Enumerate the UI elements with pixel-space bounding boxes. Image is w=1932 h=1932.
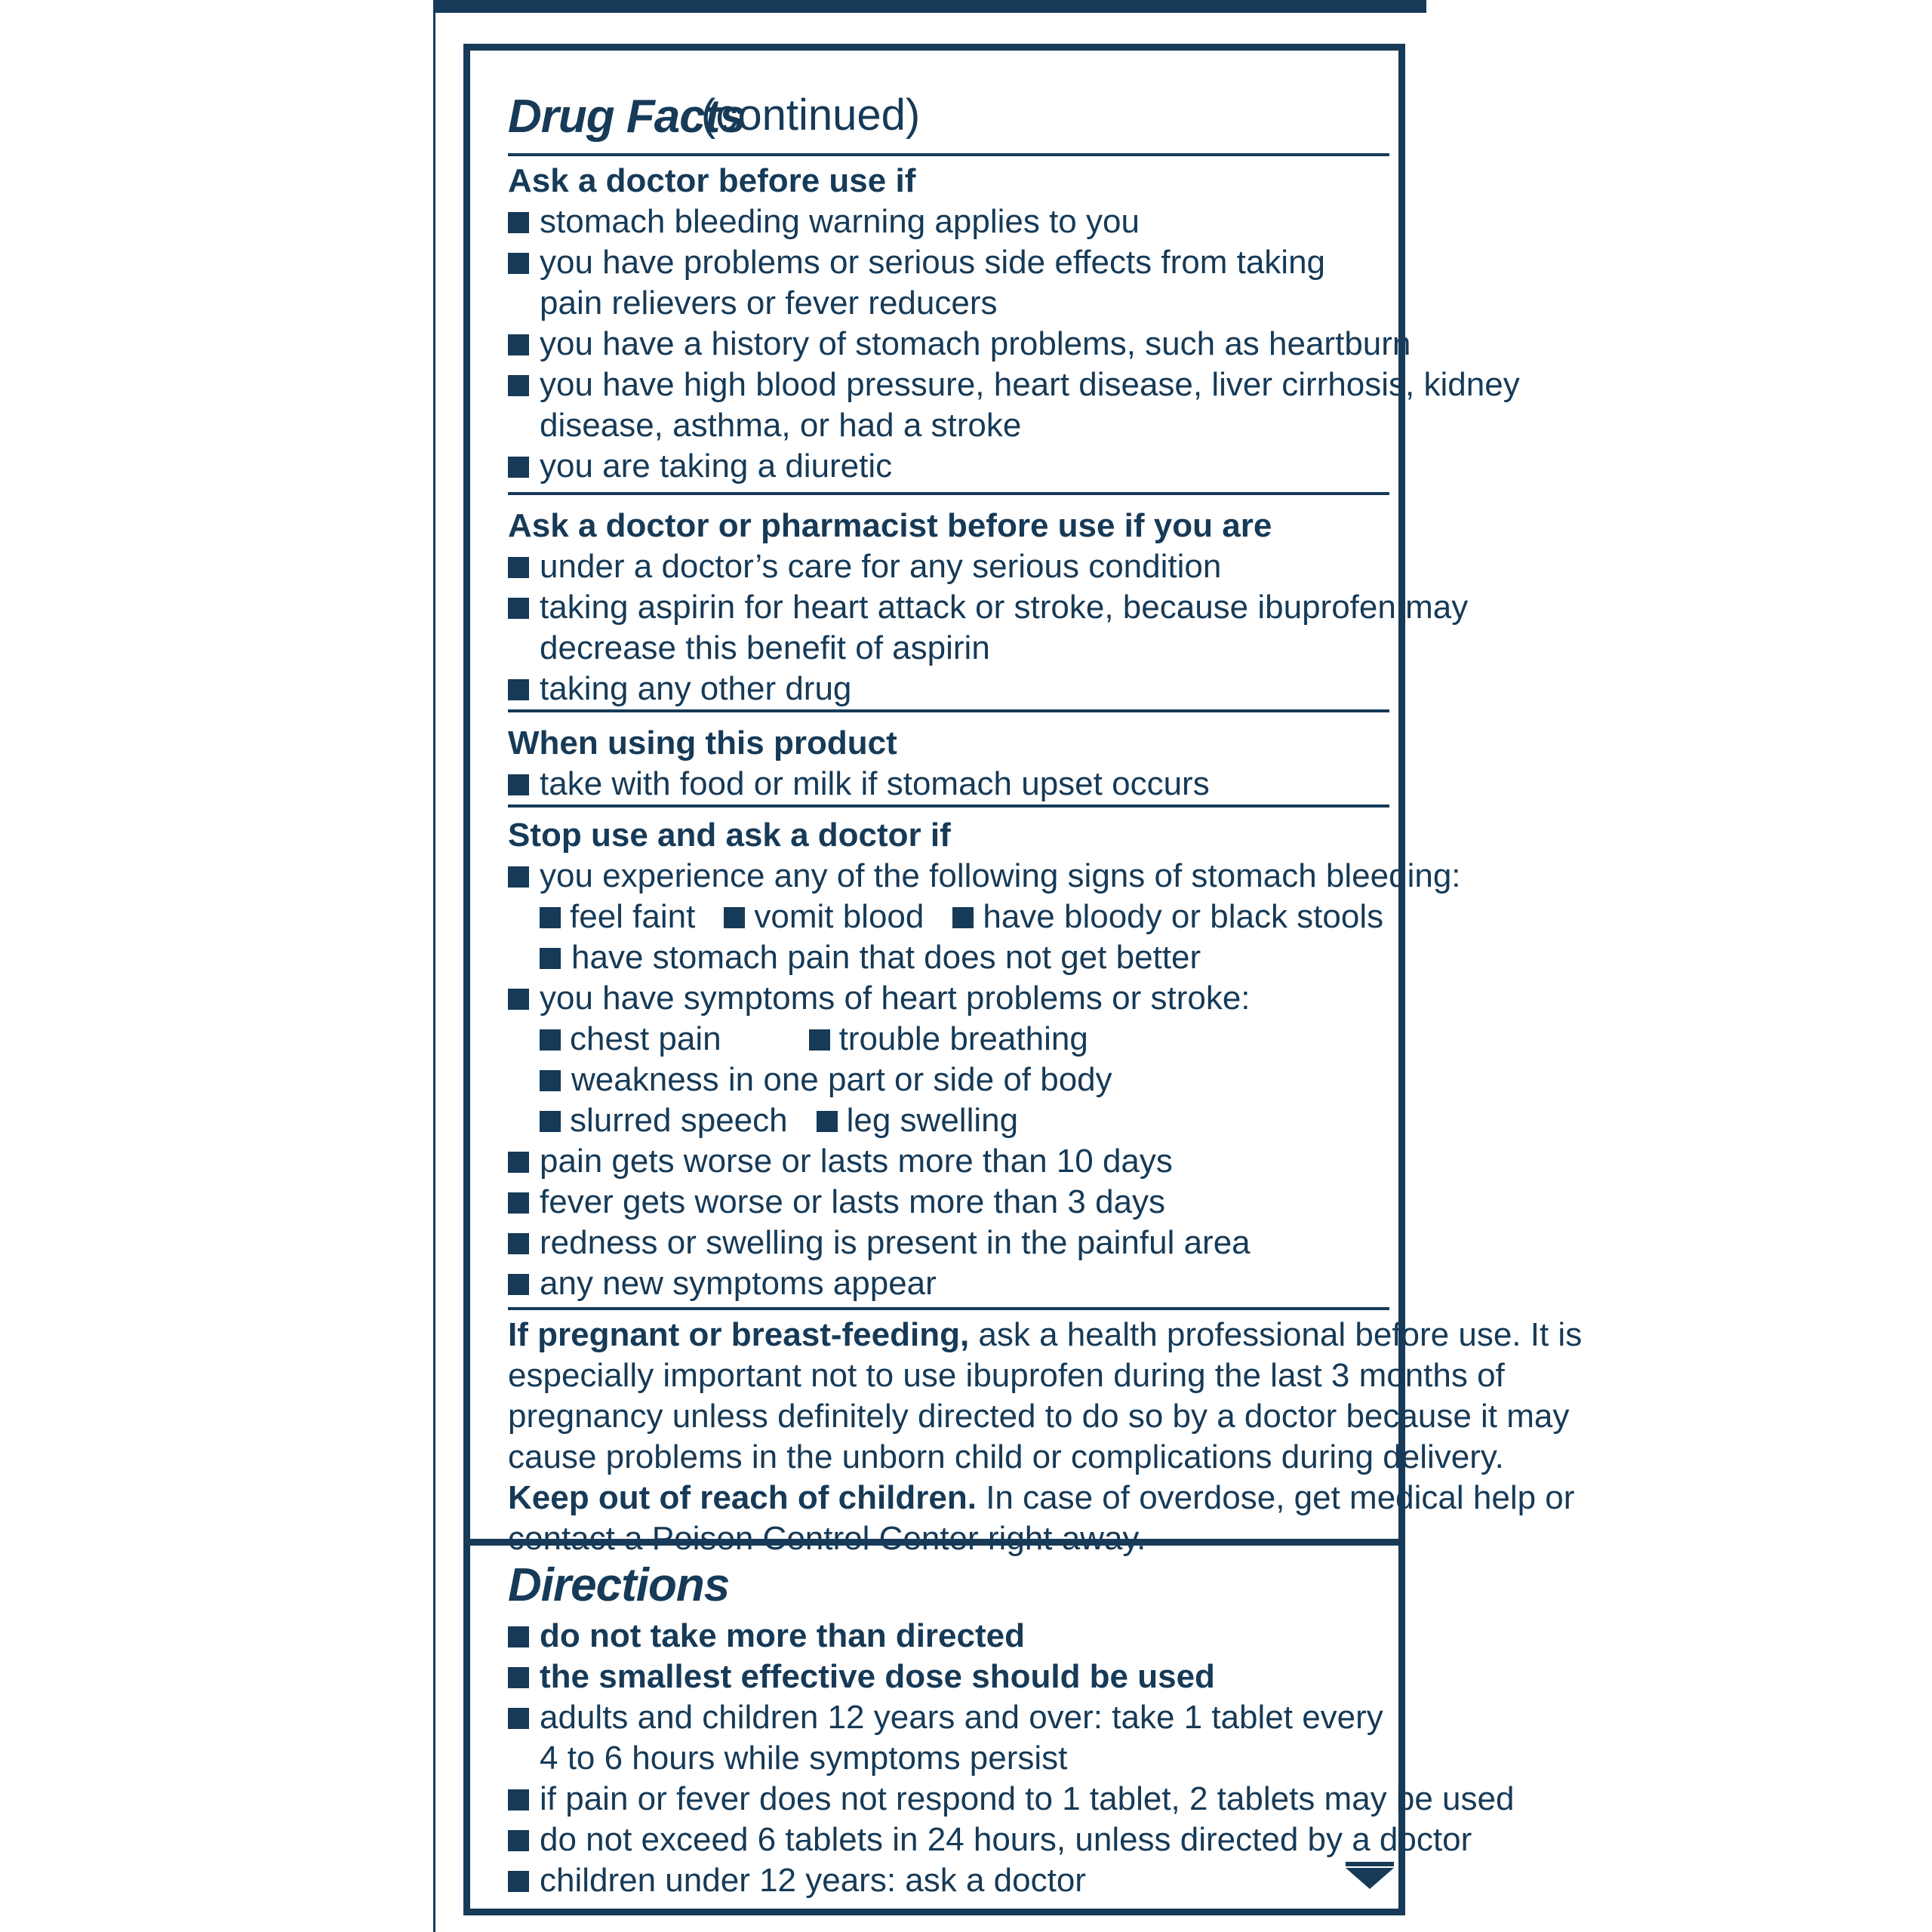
list-item: weakness in one part or side of body — [508, 1060, 1389, 1100]
pregnancy-and-children-section — [508, 1310, 1583, 1559]
square-bullet-icon — [508, 1830, 529, 1851]
square-bullet-icon — [508, 679, 529, 700]
square-bullet-icon — [508, 457, 529, 478]
list-item: chest pain — [540, 1019, 721, 1060]
list-item: stomach bleeding warning applies to you — [508, 202, 1389, 242]
list-item: the smallest effective dose should be used — [508, 1657, 1389, 1697]
square-bullet-icon — [508, 1626, 529, 1647]
list-item: you have high blood pressure, heart disease, liver cirrhosis, kidney — [508, 365, 1389, 405]
square-bullet-icon — [508, 989, 529, 1010]
list-item: do not exceed 6 tablets in 24 hours, unless directed by a doctor — [508, 1820, 1389, 1860]
square-bullet-icon — [540, 1070, 561, 1091]
square-bullet-icon — [508, 1192, 529, 1214]
continue-bar — [1346, 1862, 1394, 1866]
pregnancy-lead: If pregnant or breast-feeding, — [508, 1316, 970, 1353]
top-bar — [433, 0, 1426, 13]
square-bullet-icon — [508, 375, 529, 396]
stop-use-heading: Stop use and ask a doctor if — [508, 817, 951, 854]
list-item: have stomach pain that does not get better — [508, 937, 1389, 978]
when-using-heading: When using this product — [508, 724, 897, 761]
section-divider — [470, 1539, 1398, 1546]
square-bullet-icon — [540, 948, 561, 969]
square-bullet-icon — [508, 212, 529, 233]
list-item: do not take more than directed — [508, 1616, 1389, 1657]
keep-out-lead: Keep out of reach of children. — [508, 1479, 977, 1516]
square-bullet-icon — [952, 907, 974, 928]
square-bullet-icon — [508, 557, 529, 578]
directions-title: Directions — [508, 1559, 730, 1611]
square-bullet-icon — [540, 1029, 561, 1051]
square-bullet-icon — [508, 774, 529, 795]
list-item: feel faint — [540, 897, 695, 937]
list-item: under a doctor’s care for any serious condition — [508, 546, 1389, 587]
ask-doctor-heading: Ask a doctor before use if — [508, 162, 916, 199]
square-bullet-icon — [508, 1233, 529, 1254]
drug-facts-title — [508, 73, 1389, 156]
keep-out-line-1: Keep out of reach of children. In case of overdose, get medical help or — [508, 1479, 1575, 1516]
square-bullet-icon — [508, 1152, 529, 1173]
list-item: take with food or milk if stomach upset occurs — [508, 764, 1389, 804]
pregnancy-line-2: especially important not to use ibuprofen during the last 3 months of — [508, 1357, 1505, 1394]
pregnancy-line-3: pregnancy unless definitely directed to do so by a doctor because it may — [508, 1398, 1570, 1435]
square-bullet-icon — [508, 334, 529, 355]
list-item: vomit blood — [724, 897, 924, 937]
square-bullet-icon — [540, 1111, 561, 1132]
when-using-section — [508, 712, 1389, 808]
title-main: Drug Facts — [508, 91, 745, 143]
list-item: if pain or fever does not respond to 1 tablet, 2 tablets may be used — [508, 1779, 1389, 1820]
left-edge-line — [433, 0, 435, 1932]
square-bullet-icon — [817, 1111, 838, 1132]
heart-signs-row-3 — [508, 1100, 1389, 1141]
list-item: you experience any of the following signs of stomach bleeding: — [508, 856, 1389, 897]
list-item: you have symptoms of heart problems or stroke: — [508, 978, 1389, 1019]
square-bullet-icon — [540, 907, 561, 928]
square-bullet-icon — [508, 1871, 529, 1892]
square-bullet-icon — [508, 598, 529, 619]
list-item: leg swelling — [817, 1100, 1018, 1141]
square-bullet-icon — [508, 253, 529, 274]
square-bullet-icon — [508, 1667, 529, 1688]
list-item: any new symptoms appear — [508, 1263, 1389, 1304]
list-item: slurred speech — [540, 1100, 788, 1141]
drug-facts-section — [508, 73, 1583, 1559]
list-item: you are taking a diuretic — [508, 446, 1389, 487]
list-item: fever gets worse or lasts more than 3 days — [508, 1182, 1389, 1223]
square-bullet-icon — [508, 1274, 529, 1295]
title-suffix: (continued) — [701, 91, 921, 140]
list-item: have bloody or black stools — [952, 897, 1383, 937]
directions-section — [508, 1552, 1515, 1901]
pregnancy-line-4: cause problems in the unborn child or complications during delivery. — [508, 1438, 1504, 1475]
list-item: pain gets worse or lasts more than 10 days — [508, 1141, 1389, 1182]
pregnancy-line-1: If pregnant or breast-feeding, ask a health professional before use. It is — [508, 1316, 1583, 1353]
list-item: redness or swelling is present in the painful area — [508, 1223, 1389, 1263]
bleeding-signs-row — [508, 897, 1389, 937]
stop-use-section — [508, 808, 1461, 1310]
square-bullet-icon — [508, 1708, 529, 1729]
list-item: you have a history of stomach problems, such as heartburn — [508, 324, 1389, 365]
ask-doctor-section — [508, 156, 1520, 495]
ask-pharmacist-heading: Ask a doctor or pharmacist before use if you are — [508, 507, 1272, 544]
down-arrow-icon — [1346, 1868, 1394, 1889]
drug-facts-panel — [463, 44, 1583, 1915]
heart-signs-row-1 — [508, 1019, 1389, 1060]
list-item-continued: disease, asthma, or had a stroke — [540, 407, 1022, 444]
list-item: you have problems or serious side effects from taking — [508, 242, 1389, 283]
list-item: taking any other drug — [508, 669, 1389, 709]
square-bullet-icon — [508, 866, 529, 888]
list-item: adults and children 12 years and over: take 1 tablet every — [508, 1697, 1389, 1738]
square-bullet-icon — [724, 907, 745, 928]
list-item-continued: 4 to 6 hours while symptoms persist — [540, 1740, 1068, 1777]
list-item: trouble breathing — [809, 1019, 1088, 1060]
list-item-continued: decrease this benefit of aspirin — [540, 629, 990, 666]
list-item: taking aspirin for heart attack or stroke, because ibuprofen may — [508, 587, 1389, 628]
list-item: children under 12 years: ask a doctor — [508, 1860, 1389, 1901]
square-bullet-icon — [508, 1789, 529, 1810]
square-bullet-icon — [809, 1029, 830, 1051]
list-item-continued: pain relievers or fever reducers — [540, 285, 998, 321]
ask-pharmacist-section — [508, 495, 1469, 712]
